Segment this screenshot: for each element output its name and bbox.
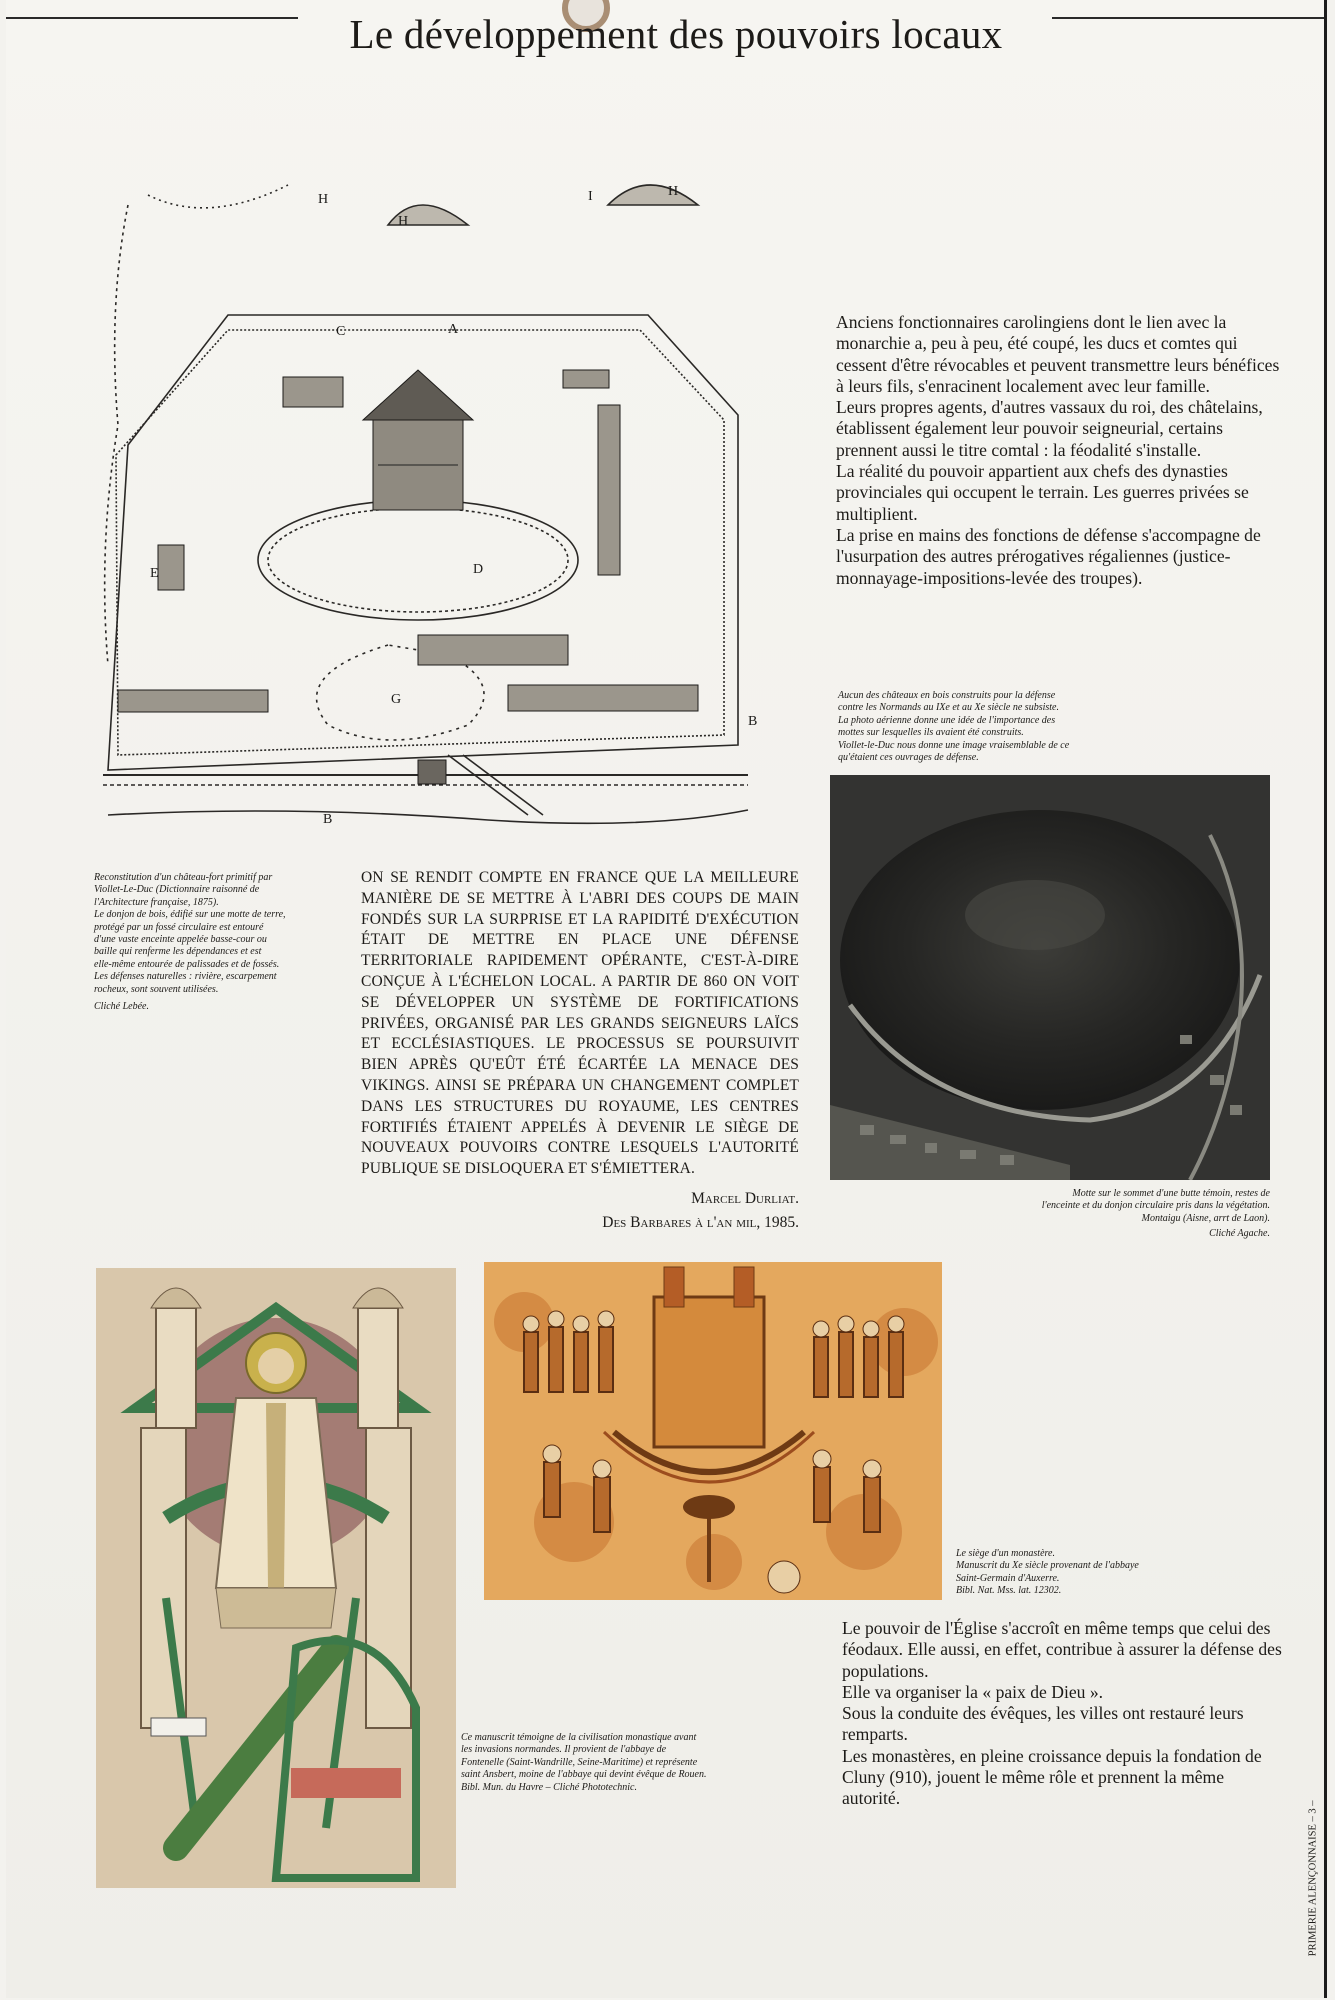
church-text <box>842 1618 1282 1810</box>
drawing-caption-line: rocheux, sont souvent utilisées. <box>94 983 219 995</box>
drawing-label-h3: H <box>668 184 679 199</box>
drawing-caption-line: baille qui renferme les dépendances et est <box>94 946 262 958</box>
intro-paragraph-4: La prise en mains des fonctions de défense s'accompagne de l'usurpation des autres prérogatives régaliennes (justice-monnayage-impositions-levée des troupes). <box>836 524 1261 588</box>
page-title: Le développement des pouvoirs locaux <box>349 11 1003 57</box>
aerial-photo <box>830 775 1270 1180</box>
drawing-caption-line: Les défenses naturelles : rivière, escarpement <box>94 971 277 983</box>
aerial-caption-line: Viollet-le-Duc nous donne une image vraisemblable de ce <box>838 739 1070 751</box>
aerial-caption-line: qu'étaient ces ouvrages de défense. <box>838 752 979 764</box>
drawing-caption-line: Le donjon de bois, édifié sur une motte de terre, <box>94 909 286 921</box>
drawing-label-b1: B <box>748 714 758 729</box>
quote-text: ON SE RENDIT COMPTE EN FRANCE QUE LA MEILLEURE MANIÈRE DE SE METTRE À L'ABRI DES COUPS DE MAIN FONDÉS SUR LA SURPRISE ET LA RAPIDITÉ D'EXÉCUTION ÉTAIT DE METTRE EN PLACE UNE DÉFENSE TERRITORIALE RAPIDEMENT OPÉRANTE, C'EST-À-DIRE CONÇUE À L'ÉCHELON LOCAL. A PARTIR DE 860 ON VOIT SE DÉVELOPPER UN SYSTÈME DE FORTIFICATIONS PRIVÉES, ORGANISÉ PAR LES GRANDS SEIGNEURS LAÏCS ET ECCLÉSIASTIQUES. LE PROCESSUS SE POURSUIVIT BIEN APRÈS QU'EÛT ÉTÉ ÉCARTÉE LA MENACE DES VIKINGS. AINSI SE PRÉPARA UN CHANGEMENT COMPLET DANS LES STRUCTURES DU ROYAUME, LES CENTRES FORTIFIÉS ÉTAIENT APPELÉS À DEVENIR LE SIÈGE DE NOUVEAUX POUVOIRS CONTRE LESQUELS L'AUTORITÉ PUBLIQUE SE DISLOQUERA ET S'ÉMIETTERA. <box>361 869 799 1178</box>
siege-caption-line: Saint-Germain d'Auxerre. <box>956 1572 1060 1584</box>
drawing-caption-line: Reconstitution d'un château-fort primitif par <box>94 872 273 883</box>
poster-board <box>6 0 1327 1998</box>
drawing-label-i: I <box>588 189 593 204</box>
manuscript-caption-line: saint Ansbert, moine de l'abbaye qui devint évêque de Rouen. <box>461 1769 707 1781</box>
durliat-quote <box>361 868 799 1232</box>
aerial-caption-bottom-line: Motte sur le sommet d'une butte témoin, restes de <box>1072 1188 1270 1199</box>
siege-illumination <box>484 1262 942 1600</box>
drawing-label-h1: H <box>398 214 409 229</box>
drawing-caption-line: protégé par un fossé circulaire est entouré <box>94 921 264 933</box>
ansbert-manuscript <box>96 1268 456 1888</box>
printer-credit-text: PRIMERIE ALENÇONNAISE – 3 – <box>1307 1800 1319 1957</box>
drawing-label-a: A <box>448 322 459 337</box>
manuscript-caption-line: Ce manuscrit témoigne de la civilisation monastique avant <box>461 1732 697 1743</box>
drawing-label-c: C <box>336 324 346 339</box>
church-paragraph-2: Elle va organiser la « paix de Dieu ». <box>842 1681 1104 1702</box>
aerial-caption-bottom-line: l'enceinte et du donjon circulaire pris dans la végétation. <box>1041 1200 1270 1212</box>
manuscript-caption <box>461 1732 751 1794</box>
intro-paragraph-2: Leurs propres agents, d'autres vassaux du roi, des châtelains, établissent également leur pouvoir seigneurial, certains prennent aussi le titre comtal : la féodalité s'installe. <box>836 397 1263 460</box>
aerial-caption-top <box>838 690 1138 764</box>
title-rule-left <box>6 17 298 19</box>
drawing-label-h2: H <box>318 192 329 207</box>
quote-author: Marcel Durliat. <box>691 1189 799 1207</box>
drawing-label-g: G <box>391 692 402 707</box>
aerial-credit: Cliché Agache. <box>1209 1228 1270 1240</box>
drawing-label-d: D <box>473 562 484 577</box>
drawing-caption-line: l'Architecture française, 1875). <box>94 896 219 908</box>
drawing-caption-line: elle-même entourée de palissades et de fossés. <box>94 958 280 970</box>
manuscript-caption-line: les invasions normandes. Il provient de l'abbaye de <box>461 1744 667 1756</box>
drawing-caption-line: Viollet-Le-Duc (Dictionnaire raisonné de <box>94 884 260 896</box>
drawing-caption-line: d'une vaste enceinte appelée basse-cour ou <box>94 934 267 946</box>
drawing-label-b2: B <box>323 812 333 827</box>
castle-drawing <box>88 165 768 855</box>
aerial-caption-line: mottes sur lesquelles ils avaient été construits. <box>838 727 1024 739</box>
church-paragraph-3: Sous la conduite des évêques, les villes ont restauré leurs remparts. <box>842 1703 1244 1745</box>
intro-text <box>836 312 1286 589</box>
drawing-credit: Cliché Lebée. <box>94 1001 149 1013</box>
aerial-caption-line: Aucun des châteaux en bois construits pour la défense <box>838 690 1056 701</box>
siege-caption <box>956 1548 1186 1598</box>
aerial-caption-line: La photo aérienne donne une idée de l'importance des <box>838 714 1056 726</box>
quote-source: Des Barbares à l'an mil, <box>602 1213 761 1231</box>
siege-caption-line: Le siège d'un monastère. <box>956 1548 1055 1559</box>
aerial-caption-line: contre les Normands au IXe et au Xe siècle ne subsiste. <box>838 702 1059 714</box>
aerial-caption-bottom-line: Montaigu (Aisne, arrt de Laon). <box>1141 1212 1270 1224</box>
quote-year: 1985. <box>764 1213 799 1231</box>
quote-source-line <box>361 1214 799 1232</box>
intro-paragraph-1: Anciens fonctionnaires carolingiens dont le lien avec la monarchie a, peu à peu, été coupé, les ducs et comtes qui cessent d'être révocables et peuvent transmettre leurs bénéfices à leurs fils, s'enracinent localement avec leur famille. <box>836 312 1280 396</box>
siege-caption-line: Manuscrit du Xe siècle provenant de l'abbaye <box>956 1560 1139 1572</box>
manuscript-caption-line: Bibl. Mun. du Havre – Cliché Phototechnic. <box>461 1781 637 1793</box>
church-paragraph-1: Le pouvoir de l'Église s'accroît en même temps que celui des féodaux. Elle aussi, en effet, contribue à assurer la défense des populations. <box>842 1618 1282 1681</box>
intro-paragraph-3: La réalité du pouvoir appartient aux chefs des dynasties provinciales qui occupent le terrain. Les guerres privées se multiplient. <box>836 461 1249 524</box>
title-rule-right <box>1052 17 1324 19</box>
manuscript-caption-line: Fontenelle (Saint-Wandrille, Seine-Maritime) et représente <box>461 1756 698 1768</box>
siege-caption-line: Bibl. Nat. Mss. lat. 12302. <box>956 1585 1062 1597</box>
drawing-caption <box>94 872 334 1013</box>
aerial-caption-bottom <box>930 1188 1270 1241</box>
printer-credit <box>1306 1800 1318 1995</box>
church-paragraph-4: Les monastères, en pleine croissance depuis la fondation de Cluny (910), jouent le même rôle et prennent la même autorité. <box>842 1745 1262 1809</box>
drawing-label-e: E <box>150 566 159 581</box>
